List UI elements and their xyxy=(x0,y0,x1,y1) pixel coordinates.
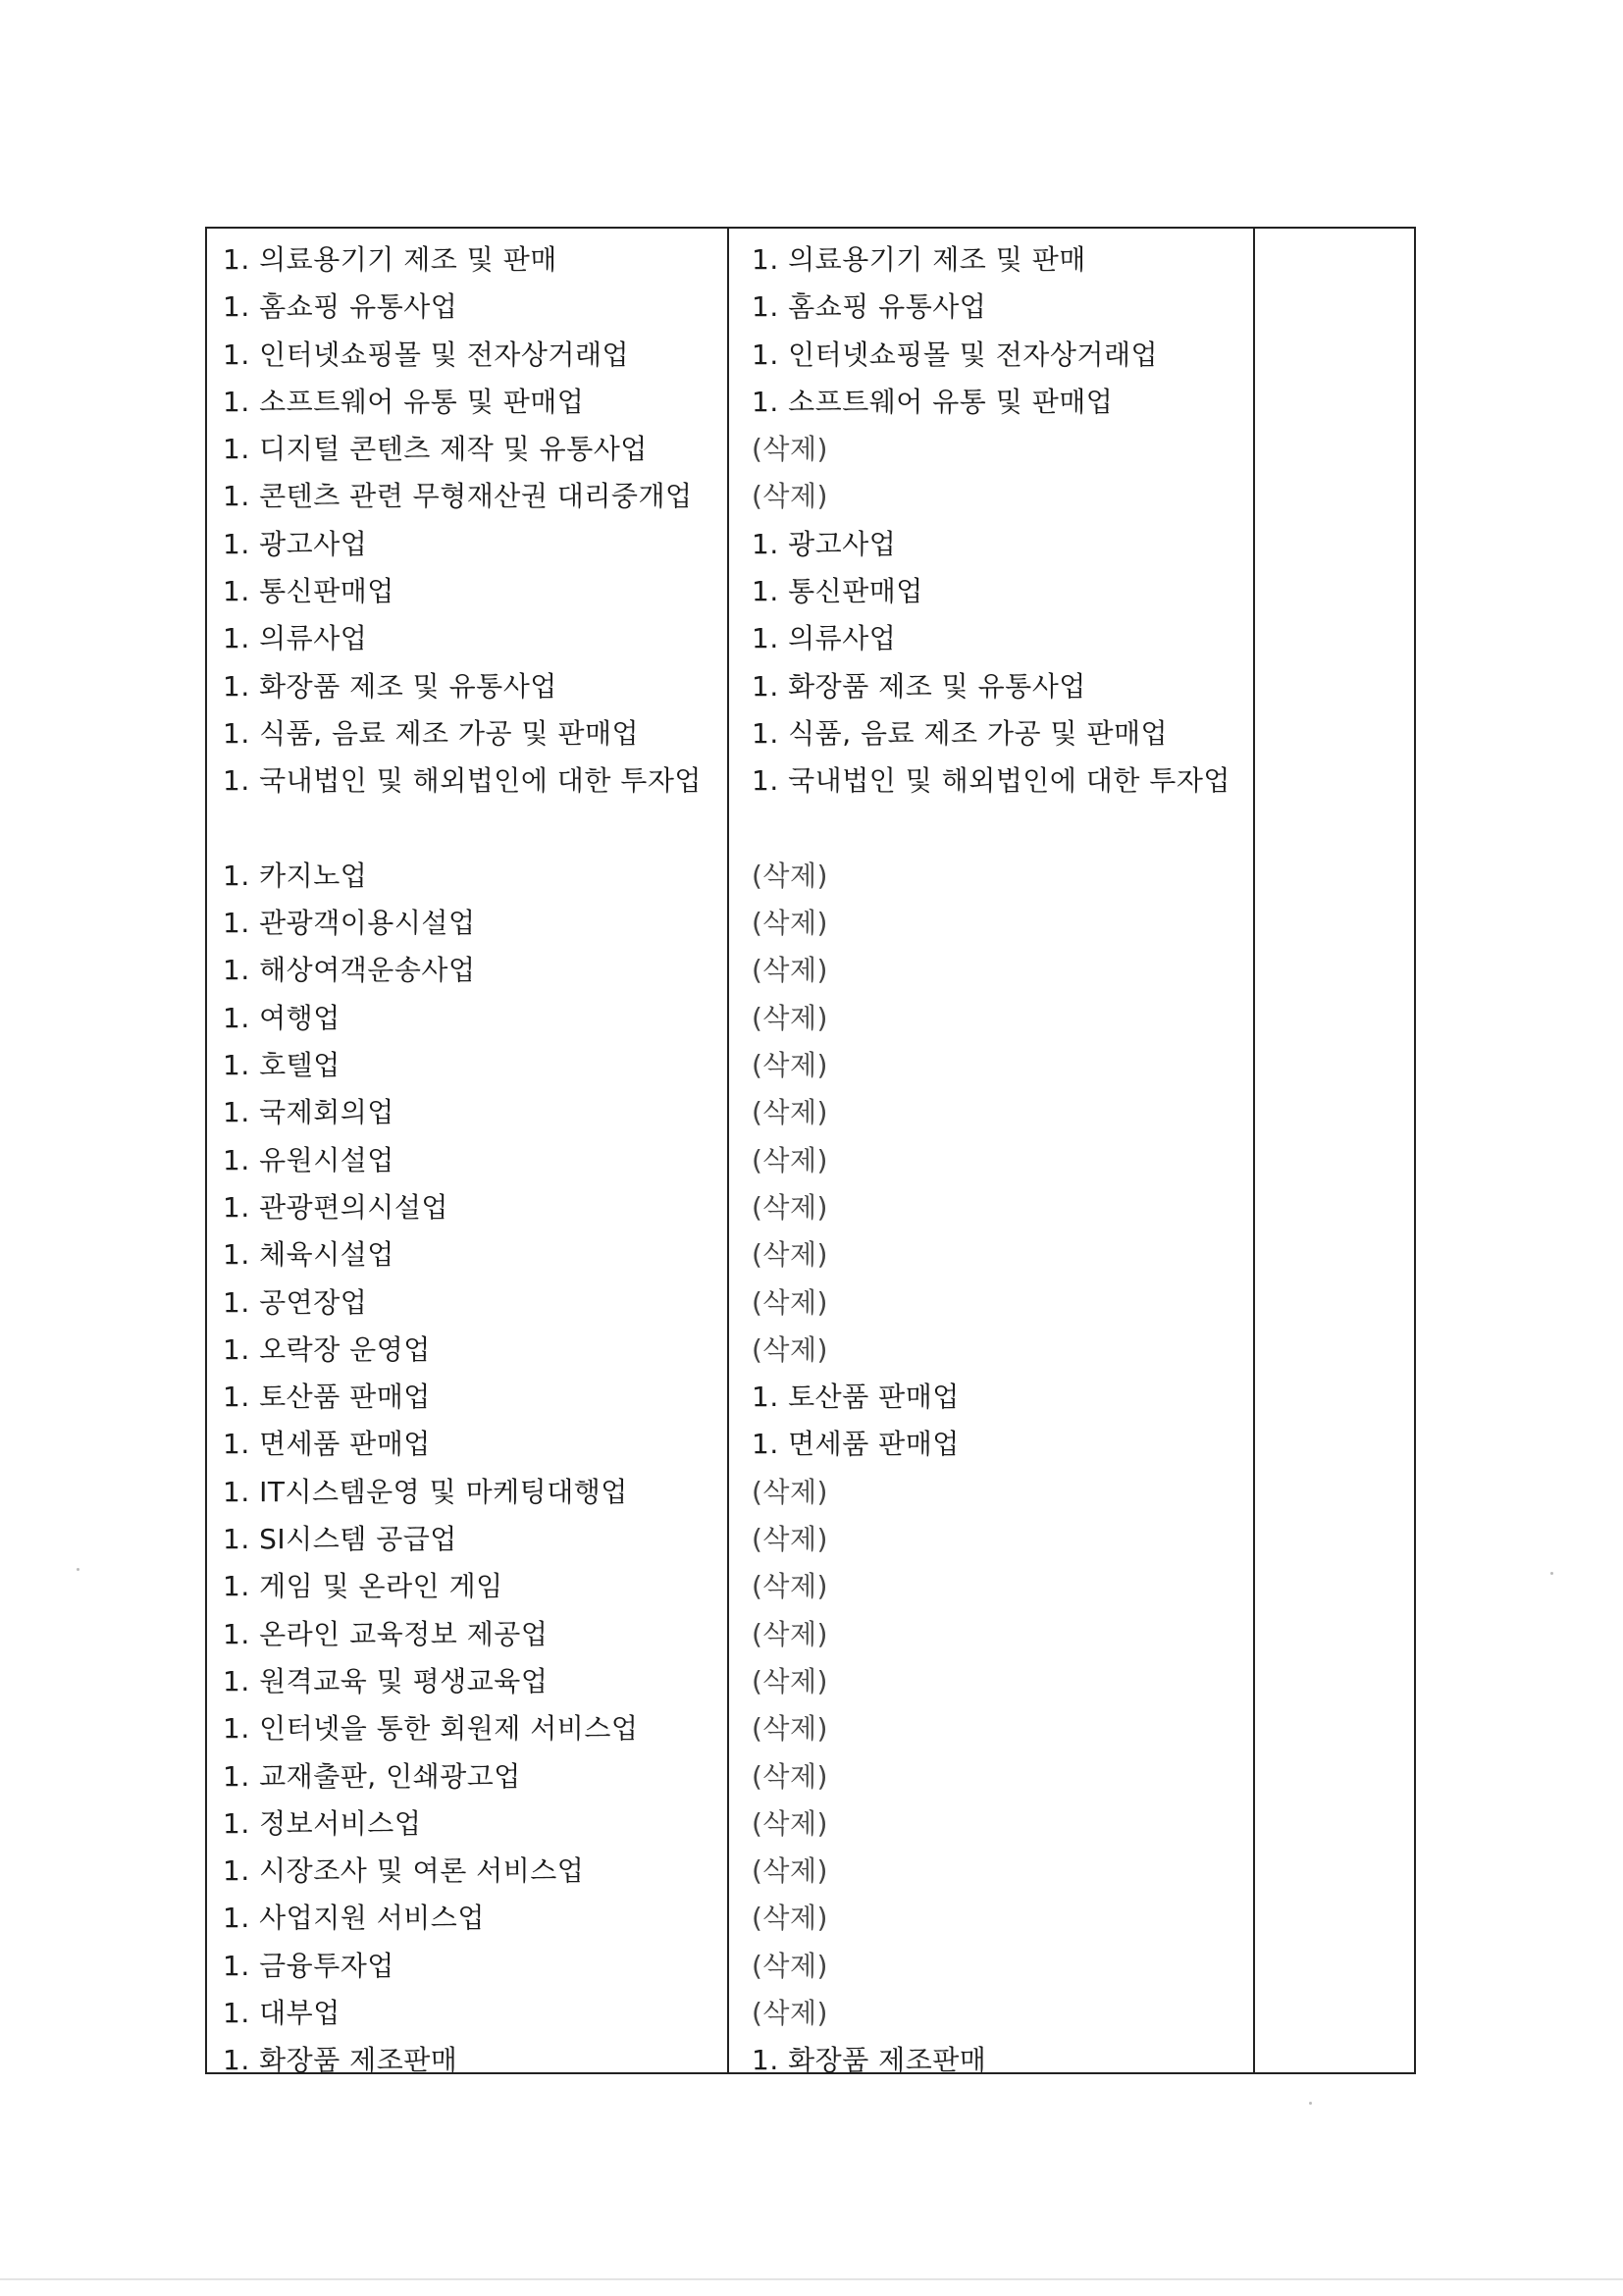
old-row-5: 1. 디지털 콘텐츠 제작 및 유통사업 xyxy=(223,433,648,466)
old-row-8: 1. 통신판매업 xyxy=(223,575,394,608)
current-provisions-column xyxy=(223,236,718,2085)
old-row-9: 1. 의류사업 xyxy=(223,622,368,655)
old-row-35: 1. 사업지원 서비스업 xyxy=(223,1902,485,1935)
old-row-13: 1. 카지노업 xyxy=(223,859,368,892)
old-row-37: 1. 대부업 xyxy=(223,1996,340,2029)
new-row-9: 1. 의류사업 xyxy=(752,622,897,655)
old-row-23: 1. 오락장 운영업 xyxy=(223,1332,431,1366)
old-row-26: 1. IT시스템운영 및 마케팅대행업 xyxy=(223,1475,628,1508)
new-row-3: 1. 인터넷쇼핑몰 및 전자상거래업 xyxy=(752,338,1159,371)
new-row-13: (삭제) xyxy=(752,859,828,892)
new-row-18: (삭제) xyxy=(752,1096,828,1129)
old-row-16: 1. 여행업 xyxy=(223,1001,340,1034)
new-row-26: (삭제) xyxy=(752,1475,828,1508)
old-row-1: 1. 의료용기기 제조 및 판매 xyxy=(223,243,557,276)
scan-edge-line xyxy=(0,2278,1623,2280)
new-row-10: 1. 화장품 제조 및 유통사업 xyxy=(752,669,1086,703)
old-row-4: 1. 소프트웨어 유통 및 판매업 xyxy=(223,385,585,418)
new-row-33: (삭제) xyxy=(752,1806,828,1840)
new-row-24: 1. 토산품 판매업 xyxy=(752,1381,960,1414)
old-row-7: 1. 광고사업 xyxy=(223,527,368,560)
old-row-2: 1. 홈쇼핑 유통사업 xyxy=(223,290,458,324)
amendment-table xyxy=(205,227,1416,2077)
old-row-10: 1. 화장품 제조 및 유통사업 xyxy=(223,669,557,703)
old-row-38: 1. 화장품 제조판매 xyxy=(223,2044,458,2077)
old-row-33: 1. 정보서비스업 xyxy=(223,1806,422,1840)
new-row-36: (삭제) xyxy=(752,1949,828,1982)
old-row-34: 1. 시장조사 및 여론 서비스업 xyxy=(223,1854,585,1888)
new-row-27: (삭제) xyxy=(752,1523,828,1556)
new-row-12: 1. 국내법인 및 해외법인에 대한 투자업 xyxy=(752,764,1230,798)
old-row-25: 1. 면세품 판매업 xyxy=(223,1428,431,1461)
old-row-18: 1. 국제회의업 xyxy=(223,1096,394,1129)
old-row-14: 1. 관광객이용시설업 xyxy=(223,907,476,940)
old-row-22: 1. 공연장업 xyxy=(223,1285,368,1319)
new-row-4: 1. 소프트웨어 유통 및 판매업 xyxy=(752,385,1114,418)
column-divider-1 xyxy=(727,229,729,2072)
amended-provisions-column xyxy=(752,236,1242,2085)
new-row-23: (삭제) xyxy=(752,1332,828,1366)
new-row-28: (삭제) xyxy=(752,1570,828,1603)
new-row-20: (삭제) xyxy=(752,1190,828,1224)
new-row-34: (삭제) xyxy=(752,1854,828,1888)
new-row-25: 1. 면세품 판매업 xyxy=(752,1428,960,1461)
new-row-16: (삭제) xyxy=(752,1001,828,1034)
new-row-21: (삭제) xyxy=(752,1238,828,1272)
new-row-31: (삭제) xyxy=(752,1712,828,1746)
old-row-21: 1. 체육시설업 xyxy=(223,1238,394,1272)
old-row-12: 1. 국내법인 및 해외법인에 대한 투자업 xyxy=(223,764,702,798)
old-row-36: 1. 금융투자업 xyxy=(223,1949,394,1982)
new-row-15: (삭제) xyxy=(752,954,828,987)
old-row-3: 1. 인터넷쇼핑몰 및 전자상거래업 xyxy=(223,338,630,371)
old-row-28: 1. 게임 및 온라인 게임 xyxy=(223,1570,503,1603)
old-row-29: 1. 온라인 교육정보 제공업 xyxy=(223,1617,549,1650)
old-row-19: 1. 유원시설업 xyxy=(223,1143,394,1176)
new-row-2: 1. 홈쇼핑 유통사업 xyxy=(752,290,987,324)
new-row-38: 1. 화장품 제조판매 xyxy=(752,2044,987,2077)
new-row-37: (삭제) xyxy=(752,1996,828,2029)
column-divider-2 xyxy=(1253,229,1255,2072)
scan-speck xyxy=(1550,1572,1553,1575)
old-row-17: 1. 호텔업 xyxy=(223,1049,340,1082)
scan-speck xyxy=(1309,2102,1312,2105)
new-row-17: (삭제) xyxy=(752,1049,828,1082)
new-row-22: (삭제) xyxy=(752,1285,828,1319)
old-row-27: 1. SI시스템 공급업 xyxy=(223,1523,457,1556)
new-row-30: (삭제) xyxy=(752,1664,828,1697)
new-row-35: (삭제) xyxy=(752,1902,828,1935)
new-row-5: (삭제) xyxy=(752,433,828,466)
old-row-6: 1. 콘텐츠 관련 무형재산권 대리중개업 xyxy=(223,480,693,513)
old-row-30: 1. 원격교육 및 평생교육업 xyxy=(223,1664,549,1697)
new-row-14: (삭제) xyxy=(752,907,828,940)
old-row-11: 1. 식품, 음료 제조 가공 및 판매업 xyxy=(223,716,640,750)
old-row-31: 1. 인터넷을 통한 회원제 서비스업 xyxy=(223,1712,639,1746)
new-row-1: 1. 의료용기기 제조 및 판매 xyxy=(752,243,1086,276)
new-row-6: (삭제) xyxy=(752,480,828,513)
scan-speck xyxy=(77,1568,79,1571)
new-row-7: 1. 광고사업 xyxy=(752,527,897,560)
old-row-24: 1. 토산품 판매업 xyxy=(223,1381,431,1414)
new-row-19: (삭제) xyxy=(752,1143,828,1176)
new-row-29: (삭제) xyxy=(752,1617,828,1650)
new-row-8: 1. 통신판매업 xyxy=(752,575,923,608)
new-row-11: 1. 식품, 음료 제조 가공 및 판매업 xyxy=(752,716,1169,750)
old-row-20: 1. 관광편의시설업 xyxy=(223,1190,448,1224)
new-row-32: (삭제) xyxy=(752,1759,828,1793)
old-row-15: 1. 해상여객운송사업 xyxy=(223,954,476,987)
old-row-32: 1. 교재출판, 인쇄광고업 xyxy=(223,1759,521,1793)
